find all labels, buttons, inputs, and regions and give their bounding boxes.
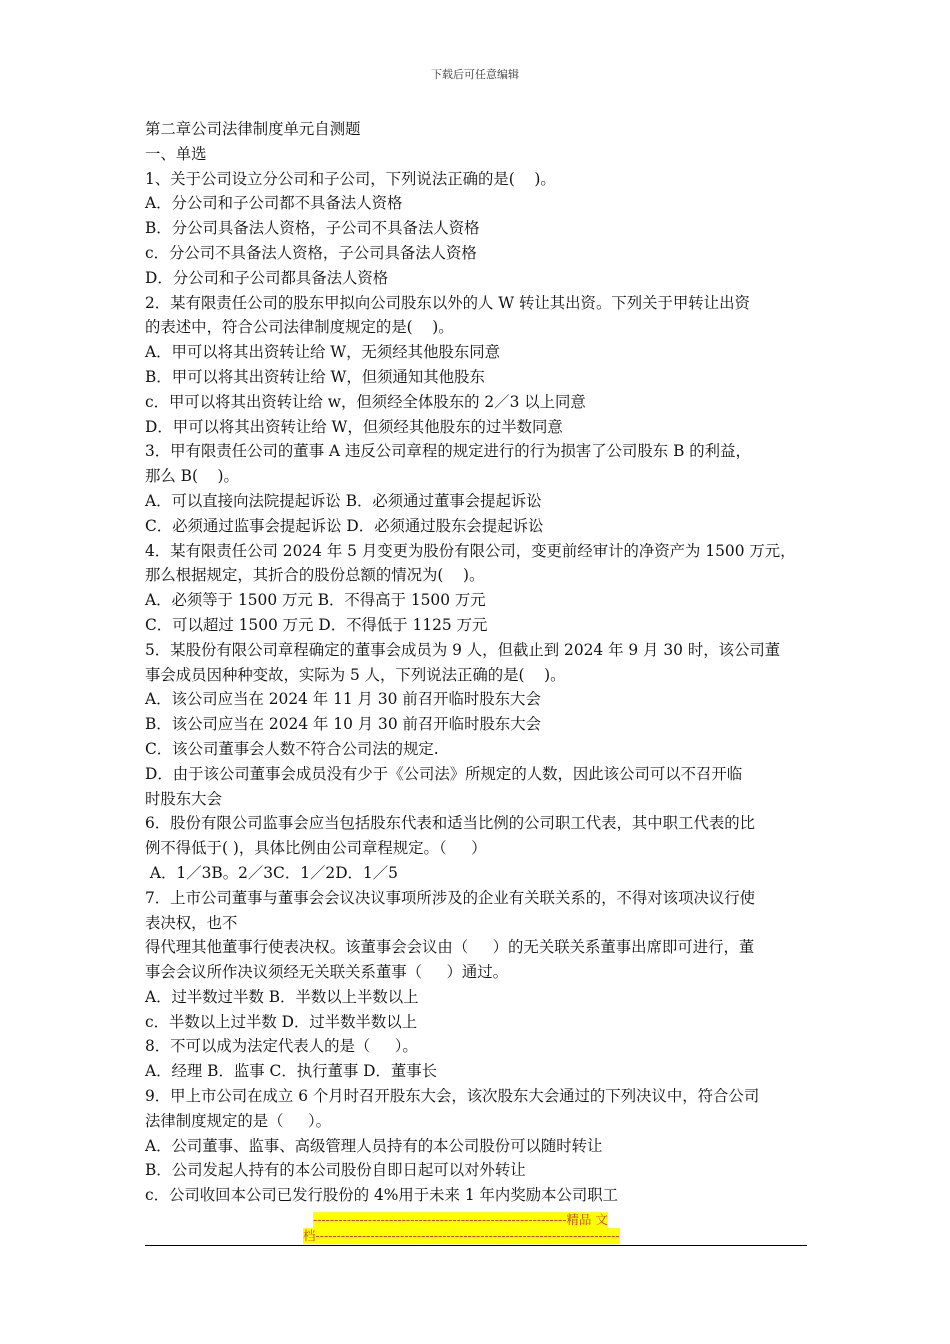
option-line: c．甲可以将其出资转让给 w，但须经全体股东的 2／3 以上同意 [145,392,586,411]
option-line: A．公司董事、监事、高级管理人员持有的本公司股份可以随时转让 [145,1136,603,1155]
footer-line-1: ------------------------------------------------------------精品 文 [313,1212,608,1227]
footer-watermark [145,1212,810,1244]
question-line: 得代理其他董事行使表决权。该董事会会议由（ ）的无关联关系董事出席即可进行，董 [145,938,755,957]
option-line: c．半数以上过半数 D．过半数半数以上 [145,1012,418,1031]
question-line: 事会成员因种种变故，实际为 5 人，下列说法正确的是( )。 [145,665,566,684]
option-line: C．该公司董事会人数不符合公司法的规定. [145,739,439,758]
question-line: 那么 B( )。 [145,467,239,486]
option-line: D．甲可以将其出资转让给 W，但须经其他股东的过半数同意 [145,417,563,436]
question-line: 3．甲有限责任公司的董事 A 违反公司章程的规定进行的行为损害了公司股东 B 的利益， [145,442,751,461]
option-line: A．可以直接向法院提起诉讼 B．必须通过董事会提起诉讼 [145,491,542,510]
footer-line-2: 档------------------------------------------------------------------------ [303,1228,620,1243]
option-line: A．经理 B．监事 C．执行董事 D．董事长 [145,1062,438,1081]
question-line: 2．某有限责任公司的股东甲拟向公司股东以外的人 W 转让其出资。下列关于甲转让出资 [145,293,750,312]
option-line: B．甲可以将其出资转让给 W，但须通知其他股东 [145,367,485,386]
document-body [145,117,810,1208]
option-line: A．1／3B。2／3C．1／2D．1／5 [145,863,398,882]
option-line: A．该公司应当在 2024 年 11 月 30 前召开临时股东大会 [145,690,541,709]
question-line: 的表述中，符合公司法律制度规定的是( )。 [145,318,454,337]
option-line: A．过半数过半数 B．半数以上半数以上 [145,987,419,1006]
option-line: D．由于该公司董事会成员没有少于《公司法》所规定的人数，因此该公司可以不召开临 [145,764,743,783]
footer-divider [145,1245,807,1246]
question-line: 8．不可以成为法定代表人的是（ ）。 [145,1037,418,1056]
question-line: 法律制度规定的是（ ）。 [145,1111,332,1130]
question-line: 9．甲上市公司在成立 6 个月时召开股东大会，该次股东大会通过的下列决议中，符合公司 [145,1087,760,1106]
option-line: A．分公司和子公司都不具备法人资格 [145,194,403,213]
doc-title: 第二章公司法律制度单元自测题 [145,120,361,138]
option-line: c．分公司不具备法人资格，子公司具备法人资格 [145,243,477,262]
option-line: c．公司收回本公司已发行股份的 4%用于未来 1 年内奖励本公司职工 [145,1186,619,1205]
question-line: 6．股份有限公司监事会应当包括股东代表和适当比例的公司职工代表，其中职工代表的比 [145,814,756,833]
section-heading: 一、单选 [145,144,207,163]
question-line: 事会会议所作决议须经无关联关系董事（ ）通过。 [145,963,509,982]
page-header: 下载后可任意编辑 [431,68,519,81]
question-line: 例不得低于( )，具体比例由公司章程规定。（ ） [145,839,487,858]
option-line: B．分公司具备法人资格，子公司不具备法人资格 [145,219,480,238]
question-line: 5．某股份有限公司章程确定的董事会成员为 9 人，但截止到 2024 年 9 月 30 时，该公司董 [145,640,781,659]
question-line: 7．上市公司董事与董事会会议决议事项所涉及的企业有关联关系的，不得对该项决议行使 [145,888,756,907]
option-line: B．该公司应当在 2024 年 10 月 30 前召开临时股东大会 [145,715,542,734]
option-line: D．分公司和子公司都具备法人资格 [145,268,389,287]
option-line: A．必须等于 1500 万元 B．不得高于 1500 万元 [145,591,486,610]
question-line: 1、关于公司设立分公司和子公司，下列说法正确的是( )。 [145,169,556,188]
option-line: B．公司发起人持有的本公司股份自即日起可以对外转让 [145,1161,526,1180]
question-line: 那么根据规定，其折合的股份总额的情况为( )。 [145,566,485,585]
option-line: C．可以超过 1500 万元 D．不得低于 1125 万元 [145,615,488,634]
option-line: A．甲可以将其出资转让给 W，无须经其他股东同意 [145,343,501,362]
option-line: 时股东大会 [145,789,222,808]
option-line: C．必须通过监事会提起诉讼 D．必须通过股东会提起诉讼 [145,516,544,535]
question-line: 表决权，也不 [145,913,238,932]
question-line: 4．某有限责任公司 2024 年 5 月变更为股份有限公司，变更前经审计的净资产为 1500 万元， [145,541,796,560]
